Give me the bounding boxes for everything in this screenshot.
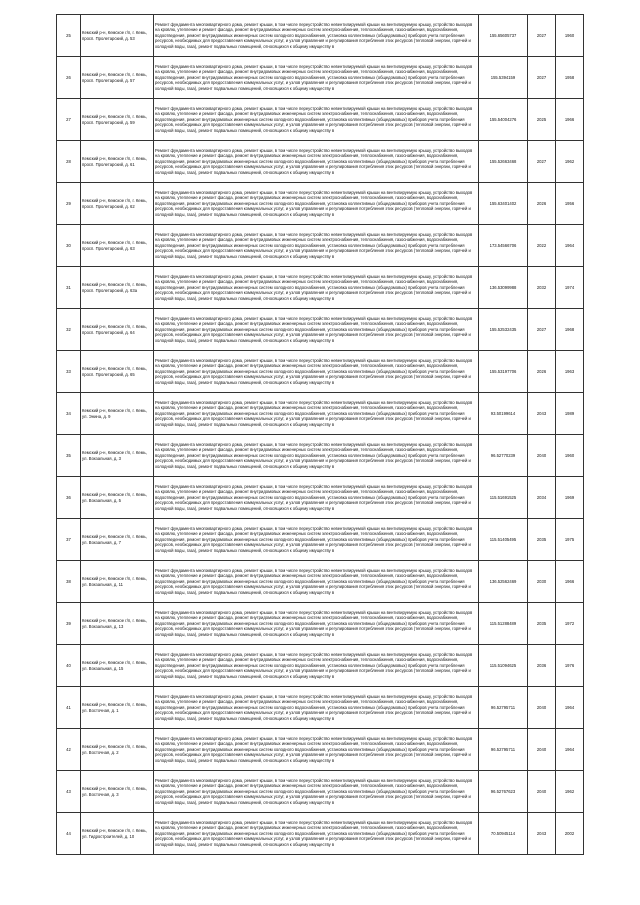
build-year-text: 1972 <box>564 620 575 626</box>
value-text: 96.52767623 <box>490 788 516 794</box>
planned-year-text: 2027 <box>536 32 547 38</box>
row-number-cell <box>57 561 81 603</box>
planned-year-text: 2027 <box>536 326 547 332</box>
address-cell <box>81 477 154 519</box>
row-number-cell <box>57 687 81 729</box>
planned-year-cell <box>528 477 556 519</box>
work-description-cell <box>154 393 479 435</box>
build-year-text: 1962 <box>564 788 575 794</box>
row-number: 34 <box>66 410 71 416</box>
address-cell <box>81 309 154 351</box>
row-number: 42 <box>66 746 71 752</box>
planned-year-text: 2043 <box>536 830 547 836</box>
planned-year-text: 2035 <box>536 620 547 626</box>
work-description-cell <box>154 15 479 57</box>
work-description-cell <box>154 561 479 603</box>
value-text: 96.52795711 <box>490 746 516 752</box>
work-description-text: Ремонт фундамента многоквартирного дома, ремонт крыши, в том числе переустройство невентилируемой крыши на вентилируемую крышу, устройство выходов на кровлю, утепление и ремонт фасада, ремонт внутридомовых инженерных систем электроснабжения, теплоснабжения, газоснабжения, водоснабжения, водоотведения, ремонт внутридомовых инженерных систем холодного водоснабжения, установка коллективных (общедомовых) приборов учета потребления ресурсов, необходимых для предоставления коммунальных услуг, и узлов управления и регулирования потребления этих ресурсов (тепловой энергии, горячей и холодной воды, газа), ремонт подвальных помещений, относящихся к общему имуществу в <box>155 819 473 847</box>
row-number-cell <box>57 477 81 519</box>
build-year-text: 1964 <box>564 746 575 752</box>
work-description-cell <box>154 57 479 99</box>
table-row <box>57 729 584 771</box>
planned-year-text: 2027 <box>536 74 547 80</box>
build-year-cell <box>556 771 584 813</box>
work-description-cell <box>154 603 479 645</box>
address-text: Кемский р-н, Кемское г/п, г. Кемь, просп. Пролетарский, д. 57 <box>82 72 147 83</box>
work-description-text: Ремонт фундамента многоквартирного дома, ремонт крыши, в том числе переустройство невентилируемой крыши на вентилируемую крышу, устройство выходов на кровлю, утепление и ремонт фасада, ремонт внутридомовых инженерных систем электроснабжения, теплоснабжения, газоснабжения, водоснабжения, водоотведения, ремонт внутридомовых инженерных систем холодного водоснабжения, установка коллективных (общедомовых) приборов учета потребления ресурсов, необходимых для предоставления коммунальных услуг, и узлов управления и регулирования потребления этих ресурсов (тепловой энергии, горячей и холодной воды, газа), ремонт подвальных помещений, относящихся к общему имуществу в <box>155 273 473 301</box>
table-row <box>57 687 584 729</box>
planned-year-cell <box>528 225 556 267</box>
address-text: Кемский р-н, Кемское г/п, г. Кемь, просп. Пролетарский, д. 64 <box>82 324 147 335</box>
build-year-cell <box>556 393 584 435</box>
build-year-cell <box>556 99 584 141</box>
work-description-text: Ремонт фундамента многоквартирного дома, ремонт крыши, в том числе переустройство невентилируемой крыши на вентилируемую крышу, устройство выходов на кровлю, утепление и ремонт фасада, ремонт внутридомовых инженерных систем электроснабжения, теплоснабжения, газоснабжения, водоснабжения, водоотведения, ремонт внутридомовых инженерных систем холодного водоснабжения, установка коллективных (общедомовых) приборов учета потребления ресурсов, необходимых для предоставления коммунальных услуг, и узлов управления и регулирования потребления этих ресурсов (тепловой энергии, горячей и холодной воды, газа), ремонт подвальных помещений, относящихся к общему имуществу в <box>155 105 473 133</box>
address-cell <box>81 99 154 141</box>
address-text: Кемский р-н, Кемское г/п, г. Кемь, ул. Вокзальная, д. 15 <box>82 660 147 671</box>
address-text: Кемский р-н, Кемское г/п, г. Кемь, ул. Восточная, д. 1 <box>82 702 147 713</box>
table-row <box>57 57 584 99</box>
address-text: Кемский р-н, Кемское г/п, г. Кемь, ул. Вокзальная, д. 7 <box>82 534 147 545</box>
planned-year-cell <box>528 519 556 561</box>
planned-year-text: 2027 <box>536 158 547 164</box>
build-year-cell <box>556 813 584 855</box>
table-row <box>57 393 584 435</box>
planned-year-text: 2036 <box>536 662 547 668</box>
planned-year-text: 2022 <box>536 242 547 248</box>
row-number: 33 <box>66 368 71 374</box>
row-number: 26 <box>66 74 71 80</box>
work-description-text: Ремонт фундамента многоквартирного дома, ремонт крыши, в том числе переустройство невентилируемой крыши на вентилируемую крышу, устройство выходов на кровлю, утепление и ремонт фасада, ремонт внутридомовых инженерных систем электроснабжения, теплоснабжения, газоснабжения, водоснабжения, водоотведения, ремонт внутридомовых инженерных систем холодного водоснабжения, установка коллективных (общедомовых) приборов учета потребления ресурсов, необходимых для предоставления коммунальных услуг, и узлов управления и регулирования потребления этих ресурсов (тепловой энергии, горячей и холодной воды, газа), ремонт подвальных помещений, относящихся к общему имуществу в <box>155 651 473 679</box>
build-year-text: 1989 <box>564 410 575 416</box>
planned-year-cell <box>528 771 556 813</box>
row-number-cell <box>57 183 81 225</box>
build-year-text: 1960 <box>564 452 575 458</box>
planned-year-text: 2026 <box>536 368 547 374</box>
build-year-text: 1968 <box>564 326 575 332</box>
work-description-cell <box>154 267 479 309</box>
build-year-cell <box>556 225 584 267</box>
table-row <box>57 645 584 687</box>
work-description-cell <box>154 687 479 729</box>
work-description-cell <box>154 519 479 561</box>
build-year-text: 1969 <box>564 494 575 500</box>
address-cell <box>81 519 154 561</box>
address-cell <box>81 57 154 99</box>
build-year-text: 1963 <box>564 368 575 374</box>
address-cell <box>81 645 154 687</box>
build-year-text: 1962 <box>564 158 575 164</box>
value-text: 155.63401402 <box>489 200 517 206</box>
work-description-cell <box>154 99 479 141</box>
build-year-cell <box>556 267 584 309</box>
table-row <box>57 15 584 57</box>
row-number-cell <box>57 519 81 561</box>
work-description-text: Ремонт фундамента многоквартирного дома, ремонт крыши, в том числе переустройство невентилируемой крыши на вентилируемую крышу, устройство выходов на кровлю, утепление и ремонт фасада, ремонт внутридомовых инженерных систем электроснабжения, теплоснабжения, газоснабжения, водоснабжения, водоотведения, ремонт внутридомовых инженерных систем холодного водоснабжения, установка коллективных (общедомовых) приборов учета потребления ресурсов, необходимых для предоставления коммунальных услуг, и узлов управления и регулирования потребления этих ресурсов (тепловой энергии, горячей и холодной воды, газа), ремонт подвальных помещений, относящихся к общему имуществу в <box>155 483 473 511</box>
work-description-cell <box>154 225 479 267</box>
value-cell <box>479 267 528 309</box>
row-number: 37 <box>66 536 71 542</box>
address-cell <box>81 687 154 729</box>
table-row <box>57 561 584 603</box>
build-year-cell <box>556 519 584 561</box>
build-year-cell <box>556 645 584 687</box>
value-text: 173.54566706 <box>489 242 517 248</box>
build-year-cell <box>556 141 584 183</box>
value-text: 155.52663468 <box>489 158 517 164</box>
value-cell <box>479 351 528 393</box>
table-row <box>57 771 584 813</box>
planned-year-text: 2035 <box>536 536 547 542</box>
row-number: 25 <box>66 32 71 38</box>
row-number-cell <box>57 309 81 351</box>
planned-year-text: 2040 <box>536 746 547 752</box>
address-cell <box>81 813 154 855</box>
value-text: 136.53099988 <box>489 284 517 290</box>
row-number-cell <box>57 813 81 855</box>
row-number: 32 <box>66 326 71 332</box>
address-text: Кемский р-н, Кемское г/п, г. Кемь, просп. Пролетарский, д. 65 <box>82 366 147 377</box>
value-text: 70.50945114 <box>490 830 516 836</box>
build-year-text: 1966 <box>564 116 575 122</box>
row-number: 41 <box>66 704 71 710</box>
value-cell <box>479 477 528 519</box>
work-description-text: Ремонт фундамента многоквартирного дома, ремонт крыши, в том числе переустройство невентилируемой крыши на вентилируемую крышу, устройство выходов на кровлю, утепление и ремонт фасада, ремонт внутридомовых инженерных систем электроснабжения, теплоснабжения, газоснабжения, водоснабжения, водоотведения, ремонт внутридомовых инженерных систем холодного водоснабжения, установка коллективных (общедомовых) приборов учета потребления ресурсов, необходимых для предоставления коммунальных услуг, и узлов управления и регулирования потребления этих ресурсов (тепловой энергии, горячей и холодной воды, газа), ремонт подвальных помещений, относящихся к общему имуществу в <box>155 693 473 721</box>
row-number-cell <box>57 267 81 309</box>
value-cell <box>479 519 528 561</box>
value-cell <box>479 435 528 477</box>
build-year-cell <box>556 435 584 477</box>
work-description-cell <box>154 309 479 351</box>
planned-year-text: 2025 <box>536 116 547 122</box>
work-description-text: Ремонт фундамента многоквартирного дома, ремонт крыши, в том числе переустройство невентилируемой крыши на вентилируемую крышу, устройство выходов на кровлю, утепление и ремонт фасада, ремонт внутридомовых инженерных систем электроснабжения, теплоснабжения, газоснабжения, водоснабжения, водоотведения, ремонт внутридомовых инженерных систем холодного водоснабжения, установка коллективных (общедомовых) приборов учета потребления ресурсов, необходимых для предоставления коммунальных услуг, и узлов управления и регулирования потребления этих ресурсов (тепловой энергии, горячей и холодной воды, газа), ремонт подвальных помещений, относящихся к общему имуществу в <box>155 399 473 427</box>
table-row <box>57 813 584 855</box>
build-year-text: 1964 <box>564 242 575 248</box>
planned-year-text: 2043 <box>536 410 547 416</box>
planned-year-cell <box>528 687 556 729</box>
value-cell <box>479 393 528 435</box>
row-number: 38 <box>66 578 71 584</box>
table-row <box>57 99 584 141</box>
value-cell <box>479 309 528 351</box>
address-text: Кемский р-н, Кемское г/п, г. Кемь, ул. Вокзальная, д. 13 <box>82 618 147 629</box>
address-cell <box>81 141 154 183</box>
planned-year-cell <box>528 267 556 309</box>
row-number-cell <box>57 225 81 267</box>
row-number: 39 <box>66 620 71 626</box>
build-year-text: 1960 <box>564 32 575 38</box>
value-cell <box>479 603 528 645</box>
address-text: Кемский р-н, Кемское г/п, г. Кемь, ул. Вокзальная, д. 5 <box>82 492 147 503</box>
work-description-cell <box>154 813 479 855</box>
address-text: Кемский р-н, Кемское г/п, г. Кемь, ул. Восточная, д. 3 <box>82 786 147 797</box>
value-text: 155.52532435 <box>489 326 517 332</box>
build-year-cell <box>556 15 584 57</box>
work-description-text: Ремонт фундамента многоквартирного дома, ремонт крыши, в том числе переустройство невентилируемой крыши на вентилируемую крышу, устройство выходов на кровлю, утепление и ремонт фасада, ремонт внутридомовых инженерных систем электроснабжения, теплоснабжения, газоснабжения, водоснабжения, водоотведения, ремонт внутридомовых инженерных систем холодного водоснабжения, установка коллективных (общедомовых) приборов учета потребления ресурсов, необходимых для предоставления коммунальных услуг, и узлов управления и регулирования потребления этих ресурсов (тепловой энергии, горячей и холодной воды, газа), ремонт подвальных помещений, относящихся к общему имуществу в <box>155 609 473 637</box>
planned-year-cell <box>528 603 556 645</box>
build-year-cell <box>556 687 584 729</box>
value-text: 96.52795711 <box>490 704 516 710</box>
housing-repair-table <box>56 14 584 855</box>
build-year-cell <box>556 351 584 393</box>
value-cell <box>479 561 528 603</box>
value-text: 155.65605737 <box>489 32 517 38</box>
row-number: 36 <box>66 494 71 500</box>
address-cell <box>81 771 154 813</box>
value-text: 155.53197706 <box>489 368 517 374</box>
planned-year-cell <box>528 393 556 435</box>
value-cell <box>479 771 528 813</box>
work-description-cell <box>154 771 479 813</box>
row-number-cell <box>57 645 81 687</box>
address-text: Кемский р-н, Кемское г/п, г. Кемь, ул. Вокзальная, д. 3 <box>82 450 147 461</box>
build-year-cell <box>556 729 584 771</box>
build-year-cell <box>556 603 584 645</box>
build-year-text: 1975 <box>564 536 575 542</box>
planned-year-cell <box>528 99 556 141</box>
value-cell <box>479 813 528 855</box>
build-year-cell <box>556 57 584 99</box>
value-cell <box>479 225 528 267</box>
row-number: 27 <box>66 116 71 122</box>
row-number-cell <box>57 351 81 393</box>
planned-year-cell <box>528 645 556 687</box>
value-cell <box>479 687 528 729</box>
value-text: 155.54004276 <box>489 116 517 122</box>
row-number: 30 <box>66 242 71 248</box>
build-year-text: 1974 <box>564 284 575 290</box>
value-text: 96.52770239 <box>490 452 516 458</box>
address-text: Кемский р-н, Кемское г/п, г. Кемь, просп. Пролетарский, д. 53 <box>82 30 147 41</box>
planned-year-cell <box>528 57 556 99</box>
build-year-text: 1976 <box>564 662 575 668</box>
build-year-cell <box>556 561 584 603</box>
table-row <box>57 519 584 561</box>
value-cell <box>479 99 528 141</box>
work-description-text: Ремонт фундамента многоквартирного дома, ремонт крыши, в том числе переустройство невентилируемой крыши на вентилируемую крышу, устройство выходов на кровлю, утепление и ремонт фасада, ремонт внутридомовых инженерных систем электроснабжения, теплоснабжения, газоснабжения, водоснабжения, водоотведения, ремонт внутридомовых инженерных систем холодного водоснабжения, установка коллективных (общедомовых) приборов учета потребления ресурсов, необходимых для предоставления коммунальных услуг, и узлов управления и регулирования потребления этих ресурсов (тепловой энергии, горячей и холодной воды, газа), ремонт подвальных помещений, относящихся к общему имуществу в <box>155 21 473 49</box>
address-text: Кемский р-н, Кемское г/п, г. Кемь, просп. Пролетарский, д. 62 <box>82 198 147 209</box>
planned-year-cell <box>528 15 556 57</box>
work-description-cell <box>154 141 479 183</box>
table-row <box>57 309 584 351</box>
value-cell <box>479 645 528 687</box>
work-description-cell <box>154 645 479 687</box>
table-row <box>57 141 584 183</box>
row-number-cell <box>57 99 81 141</box>
work-description-text: Ремонт фундамента многоквартирного дома, ремонт крыши, в том числе переустройство невентилируемой крыши на вентилируемую крышу, устройство выходов на кровлю, утепление и ремонт фасада, ремонт внутридомовых инженерных систем электроснабжения, теплоснабжения, газоснабжения, водоснабжения, водоотведения, ремонт внутридомовых инженерных систем холодного водоснабжения, установка коллективных (общедомовых) приборов учета потребления ресурсов, необходимых для предоставления коммунальных услуг, и узлов управления и регулирования потребления этих ресурсов (тепловой энергии, горячей и холодной воды, газа), ремонт подвальных помещений, относящихся к общему имуществу в <box>155 525 473 553</box>
value-cell <box>479 15 528 57</box>
value-text: 93.50199614 <box>490 410 516 416</box>
planned-year-text: 2026 <box>536 200 547 206</box>
work-description-text: Ремонт фундамента многоквартирного дома, ремонт крыши, в том числе переустройство невентилируемой крыши на вентилируемую крышу, устройство выходов на кровлю, утепление и ремонт фасада, ремонт внутридомовых инженерных систем электроснабжения, теплоснабжения, газоснабжения, водоснабжения, водоотведения, ремонт внутридомовых инженерных систем холодного водоснабжения, установка коллективных (общедомовых) приборов учета потребления ресурсов, необходимых для предоставления коммунальных услуг, и узлов управления и регулирования потребления этих ресурсов (тепловой энергии, горячей и холодной воды, газа), ремонт подвальных помещений, относящихся к общему имуществу в <box>155 777 473 805</box>
planned-year-cell <box>528 435 556 477</box>
table-row <box>57 267 584 309</box>
address-cell <box>81 393 154 435</box>
work-description-text: Ремонт фундамента многоквартирного дома, ремонт крыши, в том числе переустройство невентилируемой крыши на вентилируемую крышу, устройство выходов на кровлю, утепление и ремонт фасада, ремонт внутридомовых инженерных систем электроснабжения, теплоснабжения, газоснабжения, водоснабжения, водоотведения, ремонт внутридомовых инженерных систем холодного водоснабжения, установка коллективных (общедомовых) приборов учета потребления ресурсов, необходимых для предоставления коммунальных услуг, и узлов управления и регулирования потребления этих ресурсов (тепловой энергии, горячей и холодной воды, газа), ремонт подвальных помещений, относящихся к общему имуществу в <box>155 567 473 595</box>
address-cell <box>81 15 154 57</box>
address-cell <box>81 351 154 393</box>
address-text: Кемский р-н, Кемское г/п, г. Кемь, ул. Вокзальная, д. 11 <box>82 576 147 587</box>
work-description-cell <box>154 477 479 519</box>
row-number: 28 <box>66 158 71 164</box>
planned-year-text: 2032 <box>536 284 547 290</box>
table-row <box>57 603 584 645</box>
planned-year-cell <box>528 309 556 351</box>
build-year-text: 1956 <box>564 200 575 206</box>
planned-year-cell <box>528 729 556 771</box>
build-year-text: 1964 <box>564 704 575 710</box>
value-cell <box>479 141 528 183</box>
work-description-text: Ремонт фундамента многоквартирного дома, ремонт крыши, в том числе переустройство невентилируемой крыши на вентилируемую крышу, устройство выходов на кровлю, утепление и ремонт фасада, ремонт внутридомовых инженерных систем электроснабжения, теплоснабжения, газоснабжения, водоснабжения, водоотведения, ремонт внутридомовых инженерных систем холодного водоснабжения, установка коллективных (общедомовых) приборов учета потребления ресурсов, необходимых для предоставления коммунальных услуг, и узлов управления и регулирования потребления этих ресурсов (тепловой энергии, горячей и холодной воды, газа), ремонт подвальных помещений, относящихся к общему имуществу в <box>155 441 473 469</box>
row-number-cell <box>57 729 81 771</box>
table-row <box>57 351 584 393</box>
table-body <box>57 15 584 855</box>
address-text: Кемский р-н, Кемское г/п, г. Кемь, ул. Энина, д. 9 <box>82 408 147 419</box>
planned-year-cell <box>528 561 556 603</box>
address-cell <box>81 729 154 771</box>
value-cell <box>479 183 528 225</box>
row-number-cell <box>57 141 81 183</box>
value-cell <box>479 57 528 99</box>
planned-year-text: 2040 <box>536 788 547 794</box>
row-number-cell <box>57 57 81 99</box>
row-number: 35 <box>66 452 71 458</box>
work-description-cell <box>154 183 479 225</box>
work-description-text: Ремонт фундамента многоквартирного дома, ремонт крыши, в том числе переустройство невентилируемой крыши на вентилируемую крышу, устройство выходов на кровлю, утепление и ремонт фасада, ремонт внутридомовых инженерных систем электроснабжения, теплоснабжения, газоснабжения, водоснабжения, водоотведения, ремонт внутридомовых инженерных систем холодного водоснабжения, установка коллективных (общедомовых) приборов учета потребления ресурсов, необходимых для предоставления коммунальных услуг, и узлов управления и регулирования потребления этих ресурсов (тепловой энергии, горячей и холодной воды, газа), ремонт подвальных помещений, относящихся к общему имуществу в <box>155 63 473 91</box>
work-description-text: Ремонт фундамента многоквартирного дома, ремонт крыши, в том числе переустройство невентилируемой крыши на вентилируемую крышу, устройство выходов на кровлю, утепление и ремонт фасада, ремонт внутридомовых инженерных систем электроснабжения, теплоснабжения, газоснабжения, водоснабжения, водоотведения, ремонт внутридомовых инженерных систем холодного водоснабжения, установка коллективных (общедомовых) приборов учета потребления ресурсов, необходимых для предоставления коммунальных услуг, и узлов управления и регулирования потребления этих ресурсов (тепловой энергии, горячей и холодной воды, газа), ремонт подвальных помещений, относящихся к общему имуществу в <box>155 231 473 259</box>
build-year-text: 1958 <box>564 74 575 80</box>
row-number-cell <box>57 393 81 435</box>
address-cell <box>81 225 154 267</box>
table-row <box>57 435 584 477</box>
address-text: Кемский р-н, Кемское г/п, г. Кемь, ул. Восточная, д. 2 <box>82 744 147 755</box>
build-year-text: 2002 <box>564 830 575 836</box>
table-row <box>57 183 584 225</box>
planned-year-cell <box>528 141 556 183</box>
address-text: Кемский р-н, Кемское г/п, г. Кемь, просп. Пролетарский, д. 63а <box>82 282 147 293</box>
row-number: 43 <box>66 788 71 794</box>
row-number-cell <box>57 603 81 645</box>
row-number: 29 <box>66 200 71 206</box>
row-number-cell <box>57 435 81 477</box>
value-text: 115.51094625 <box>489 662 517 668</box>
planned-year-text: 2040 <box>536 704 547 710</box>
address-text: Кемский р-н, Кемское г/п, г. Кемь, ул. Гидростроителей, д. 10 <box>82 828 147 839</box>
address-cell <box>81 561 154 603</box>
row-number-cell <box>57 15 81 57</box>
value-cell <box>479 729 528 771</box>
work-description-text: Ремонт фундамента многоквартирного дома, ремонт крыши, в том числе переустройство невентилируемой крыши на вентилируемую крышу, устройство выходов на кровлю, утепление и ремонт фасада, ремонт внутридомовых инженерных систем электроснабжения, теплоснабжения, газоснабжения, водоснабжения, водоотведения, ремонт внутридомовых инженерных систем холодного водоснабжения, установка коллективных (общедомовых) приборов учета потребления ресурсов, необходимых для предоставления коммунальных услуг, и узлов управления и регулирования потребления этих ресурсов (тепловой энергии, горячей и холодной воды, газа), ремонт подвальных помещений, относящихся к общему имуществу в <box>155 735 473 763</box>
value-text: 136.52562469 <box>489 578 517 584</box>
planned-year-cell <box>528 183 556 225</box>
work-description-cell <box>154 729 479 771</box>
planned-year-cell <box>528 813 556 855</box>
work-description-cell <box>154 351 479 393</box>
address-text: Кемский р-н, Кемское г/п, г. Кемь, просп. Пролетарский, д. 63 <box>82 240 147 251</box>
work-description-text: Ремонт фундамента многоквартирного дома, ремонт крыши, в том числе переустройство невентилируемой крыши на вентилируемую крышу, устройство выходов на кровлю, утепление и ремонт фасада, ремонт внутридомовых инженерных систем электроснабжения, теплоснабжения, газоснабжения, водоснабжения, водоотведения, ремонт внутридомовых инженерных систем холодного водоснабжения, установка коллективных (общедомовых) приборов учета потребления ресурсов, необходимых для предоставления коммунальных услуг, и узлов управления и регулирования потребления этих ресурсов (тепловой энергии, горячей и холодной воды, газа), ремонт подвальных помещений, относящихся к общему имуществу в <box>155 315 473 343</box>
row-number: 44 <box>66 830 71 836</box>
address-cell <box>81 267 154 309</box>
address-cell <box>81 435 154 477</box>
planned-year-cell <box>528 351 556 393</box>
value-text: 155.5394159 <box>490 74 516 80</box>
build-year-text: 1966 <box>564 578 575 584</box>
address-text: Кемский р-н, Кемское г/п, г. Кемь, просп. Пролетарский, д. 61 <box>82 156 147 167</box>
row-number-cell <box>57 771 81 813</box>
work-description-cell <box>154 435 479 477</box>
work-description-text: Ремонт фундамента многоквартирного дома, ремонт крыши, в том числе переустройство невентилируемой крыши на вентилируемую крышу, устройство выходов на кровлю, утепление и ремонт фасада, ремонт внутридомовых инженерных систем электроснабжения, теплоснабжения, газоснабжения, водоснабжения, водоотведения, ремонт внутридомовых инженерных систем холодного водоснабжения, установка коллективных (общедомовых) приборов учета потребления ресурсов, необходимых для предоставления коммунальных услуг, и узлов управления и регулирования потребления этих ресурсов (тепловой энергии, горячей и холодной воды, газа), ремонт подвальных помещений, относящихся к общему имуществу в <box>155 357 473 385</box>
address-cell <box>81 603 154 645</box>
planned-year-text: 2040 <box>536 452 547 458</box>
address-cell <box>81 183 154 225</box>
value-text: 115.51691525 <box>489 494 517 500</box>
build-year-cell <box>556 477 584 519</box>
value-text: 115.51405495 <box>489 536 517 542</box>
table-row <box>57 225 584 267</box>
address-text: Кемский р-н, Кемское г/п, г. Кемь, просп. Пролетарский, д. 59 <box>82 114 147 125</box>
table-row <box>57 477 584 519</box>
planned-year-text: 2030 <box>536 578 547 584</box>
work-description-text: Ремонт фундамента многоквартирного дома, ремонт крыши, в том числе переустройство невентилируемой крыши на вентилируемую крышу, устройство выходов на кровлю, утепление и ремонт фасада, ремонт внутридомовых инженерных систем электроснабжения, теплоснабжения, газоснабжения, водоснабжения, водоотведения, ремонт внутридомовых инженерных систем холодного водоснабжения, установка коллективных (общедомовых) приборов учета потребления ресурсов, необходимых для предоставления коммунальных услуг, и узлов управления и регулирования потребления этих ресурсов (тепловой энергии, горячей и холодной воды, газа), ремонт подвальных помещений, относящихся к общему имуществу в <box>155 189 473 217</box>
build-year-cell <box>556 183 584 225</box>
row-number: 40 <box>66 662 71 668</box>
work-description-text: Ремонт фундамента многоквартирного дома, ремонт крыши, в том числе переустройство невентилируемой крыши на вентилируемую крышу, устройство выходов на кровлю, утепление и ремонт фасада, ремонт внутридомовых инженерных систем электроснабжения, теплоснабжения, газоснабжения, водоснабжения, водоотведения, ремонт внутридомовых инженерных систем холодного водоснабжения, установка коллективных (общедомовых) приборов учета потребления ресурсов, необходимых для предоставления коммунальных услуг, и узлов управления и регулирования потребления этих ресурсов (тепловой энергии, горячей и холодной воды, газа), ремонт подвальных помещений, относящихся к общему имуществу в <box>155 147 473 175</box>
planned-year-text: 2034 <box>536 494 547 500</box>
build-year-cell <box>556 309 584 351</box>
row-number: 31 <box>66 284 71 290</box>
value-text: 115.51288489 <box>489 620 517 626</box>
